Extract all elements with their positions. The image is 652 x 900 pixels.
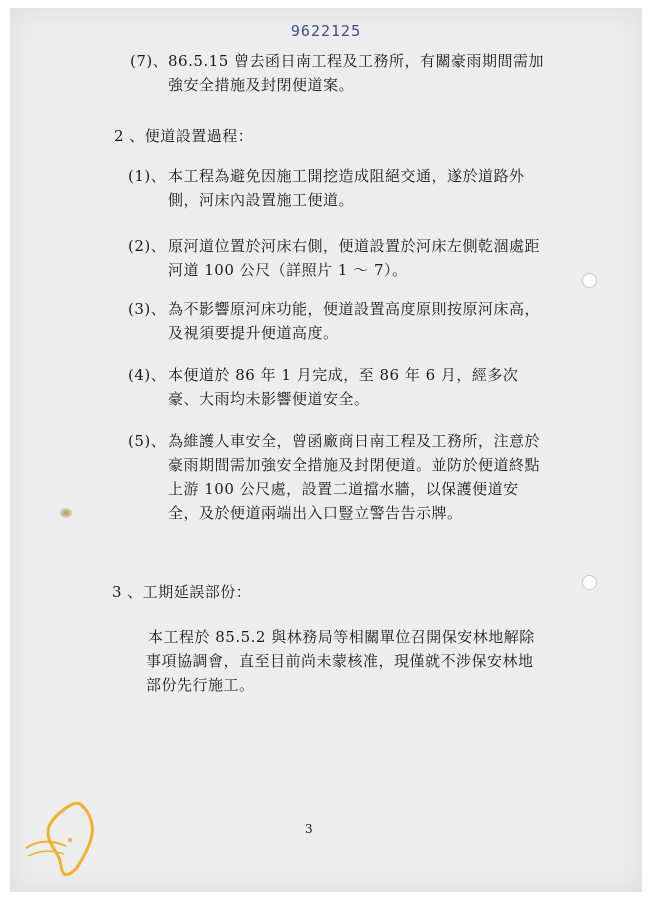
item-number: (3)、 — [128, 300, 167, 318]
list-item — [128, 429, 548, 525]
item-number: (1)、 — [128, 167, 167, 185]
paper-stain — [60, 508, 72, 518]
item-number: (5)、 — [128, 432, 167, 450]
item-text: 為不影響原河床功能，便道設置高度原則按原河床高，及視須要提升便道高度。 — [168, 300, 541, 342]
item-number: (4)、 — [128, 366, 167, 384]
page-number: 3 — [305, 822, 313, 836]
list-item — [128, 234, 548, 282]
item-text: 本工程為避免因施工開挖造成阻絕交通，遂於道路外側，河床內設置施工便道。 — [168, 167, 525, 209]
section-heading-3: 3 、工期延誤部份： — [112, 583, 252, 601]
item-text: 本便道於 86 年 1 月完成，至 86 年 6 月，經多次豪、大雨均未影響便道安全。 — [168, 366, 519, 408]
list-item — [128, 164, 548, 212]
item-number: (7)、 — [130, 52, 169, 70]
item-text: 原河道位置於河床右側，便道設置於河床左側乾涸處距河道 100 公尺（詳照片 1 ～ 7）。 — [168, 237, 541, 279]
document-number: 9622125 — [290, 22, 362, 40]
item-text: 為維護人車安全，曾函廠商日南工程及工務所，注意於豪雨期間需加強安全措施及封閉便道。並防於便道終點上游 100 公尺處，設置二道擋水牆，以保護便道安全，及於便道兩端出入口豎立警告告示牌。 — [168, 432, 541, 522]
section-3-paragraph: 本工程於 85.5.2 與林務局等相關單位召開保安林地解除事項協調會，直至目前尚未蒙核准，現僅就不涉保安林地部份先行施工。 — [146, 628, 535, 694]
item-text: 86.5.15 曾去函日南工程及工務所，有關豪雨期間需加強安全措施及封閉便道案。 — [168, 52, 545, 94]
punch-hole — [582, 273, 597, 288]
section-heading-2: 2 、便道設置過程： — [114, 127, 254, 145]
list-item — [130, 49, 550, 97]
punch-hole — [582, 575, 597, 590]
list-item — [128, 297, 548, 345]
list-item — [128, 363, 548, 411]
item-number: (2)、 — [128, 237, 167, 255]
taiwan-map-logo-icon — [18, 800, 118, 880]
